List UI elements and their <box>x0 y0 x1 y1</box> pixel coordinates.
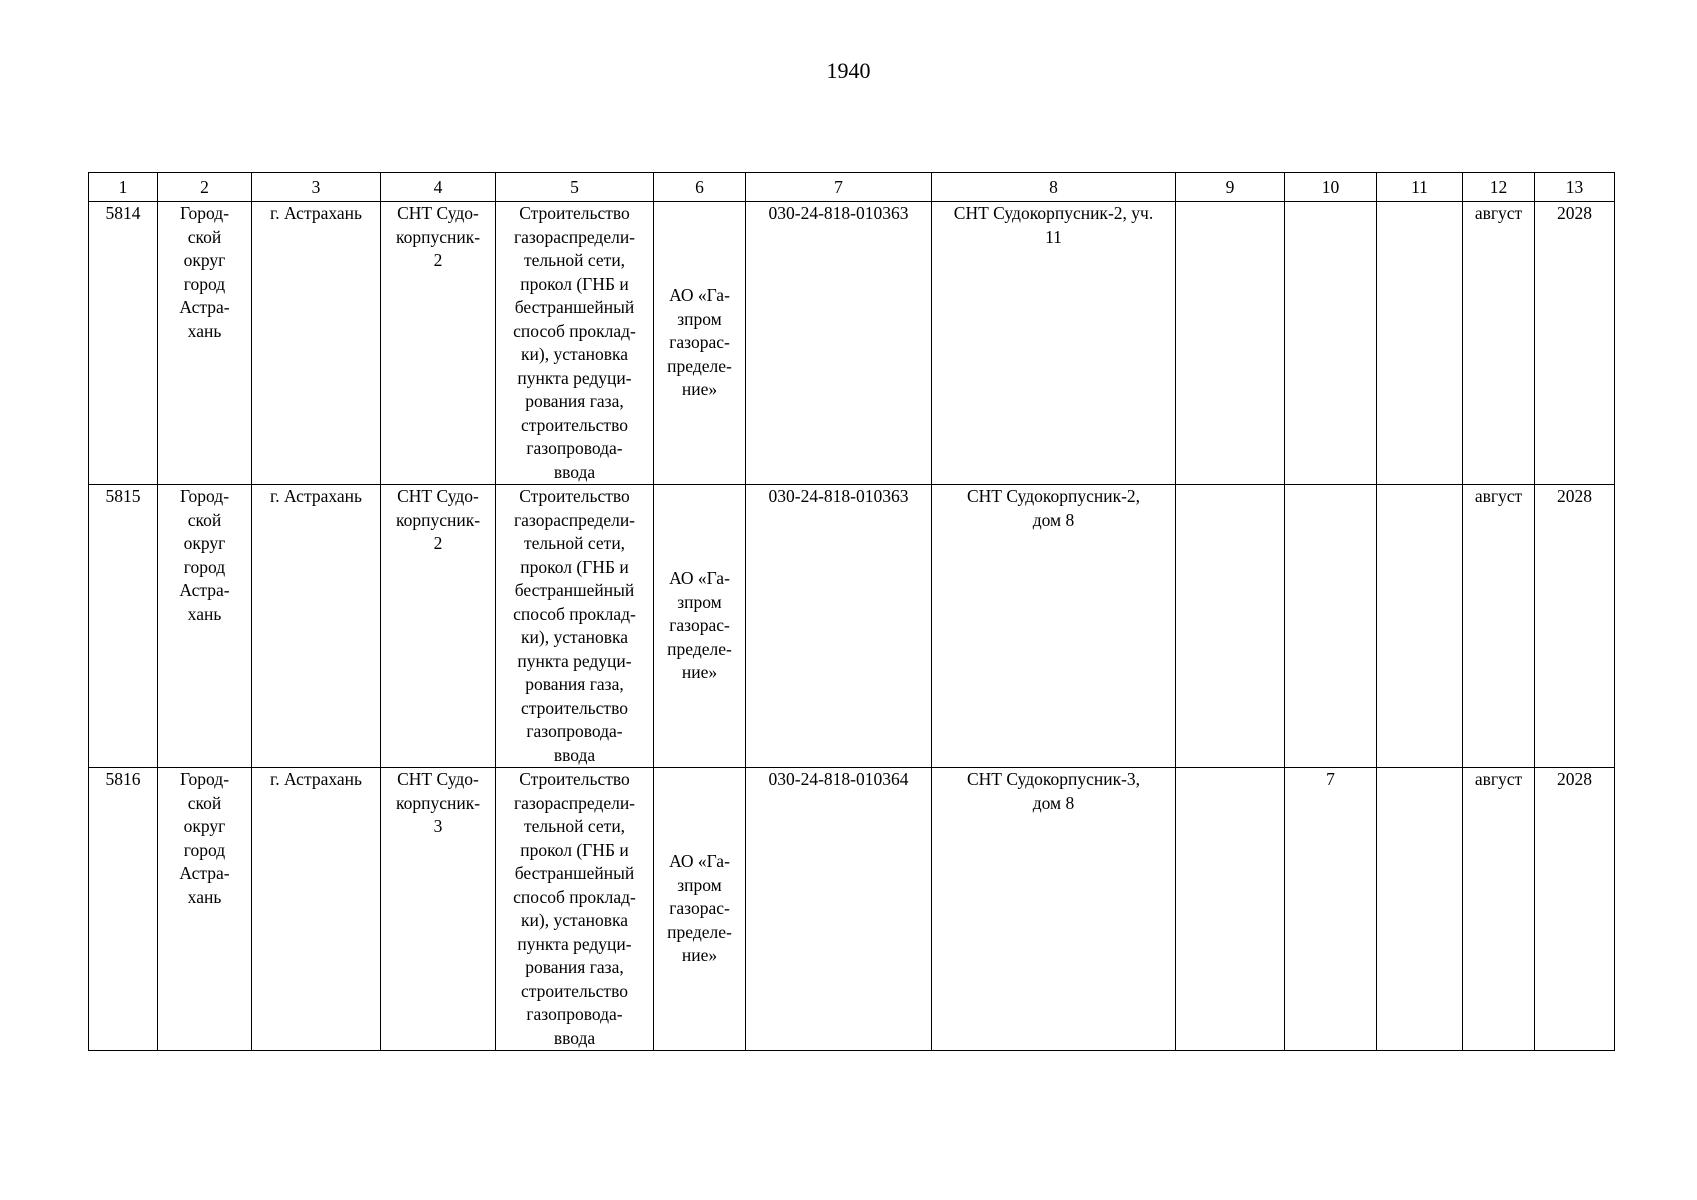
works-description-cell: Строительство газораспредели- тельной сети, прокол (ГНБ и бестраншейный способ проклад- ки), установка пункта редуци- рования газа, строительство газопровода- ввода <box>496 768 654 1051</box>
settlement-cell: г. Астрахань <box>252 768 381 1051</box>
column-header: 8 <box>932 173 1176 202</box>
site-name-cell: СНТ Судо- корпусник- 2 <box>381 202 496 485</box>
page-number: 1940 <box>826 58 871 83</box>
column-10-cell <box>1285 202 1377 485</box>
site-name-cell: СНТ Судо- корпусник- 2 <box>381 485 496 768</box>
organization-cell: АО «Га- зпром газорас- пределе- ние» <box>654 768 746 1051</box>
year-cell: 2028 <box>1535 485 1615 768</box>
column-10-cell <box>1285 485 1377 768</box>
year-cell: 2028 <box>1535 202 1615 485</box>
year-cell: 2028 <box>1535 768 1615 1051</box>
column-9-cell <box>1176 485 1285 768</box>
column-header: 12 <box>1463 173 1535 202</box>
column-header: 7 <box>746 173 932 202</box>
object-code-cell: 030-24-818-010363 <box>746 485 932 768</box>
settlement-cell: г. Астрахань <box>252 202 381 485</box>
column-header: 10 <box>1285 173 1377 202</box>
table-row <box>89 202 1615 485</box>
column-11-cell <box>1377 202 1463 485</box>
object-code-cell: 030-24-818-010364 <box>746 768 932 1051</box>
gas-distribution-table <box>88 172 1615 1051</box>
works-description-cell: Строительство газораспредели- тельной сети, прокол (ГНБ и бестраншейный способ проклад- ки), установка пункта редуци- рования газа, строительство газопровода- ввода <box>496 485 654 768</box>
header-row <box>89 173 1615 202</box>
column-9-cell <box>1176 202 1285 485</box>
municipality-cell: Город- ской округ город Астра- хань <box>158 768 252 1051</box>
month-cell: август <box>1463 202 1535 485</box>
address-cell: СНТ Судокорпусник-3, дом 8 <box>932 768 1176 1051</box>
column-11-cell <box>1377 485 1463 768</box>
address-cell: СНТ Судокорпусник-2, дом 8 <box>932 485 1176 768</box>
object-code-cell: 030-24-818-010363 <box>746 202 932 485</box>
row-number-cell: 5814 <box>89 202 158 485</box>
table-row <box>89 768 1615 1051</box>
settlement-cell: г. Астрахань <box>252 485 381 768</box>
column-header: 11 <box>1377 173 1463 202</box>
organization-cell: АО «Га- зпром газорас- пределе- ние» <box>654 202 746 485</box>
column-9-cell <box>1176 768 1285 1051</box>
column-header: 13 <box>1535 173 1615 202</box>
table-row <box>89 485 1615 768</box>
row-number-cell: 5815 <box>89 485 158 768</box>
month-cell: август <box>1463 768 1535 1051</box>
municipality-cell: Город- ской округ город Астра- хань <box>158 485 252 768</box>
column-header: 4 <box>381 173 496 202</box>
column-header: 3 <box>252 173 381 202</box>
column-header: 5 <box>496 173 654 202</box>
column-header: 9 <box>1176 173 1285 202</box>
works-description-cell: Строительство газораспредели- тельной сети, прокол (ГНБ и бестраншейный способ проклад- ки), установка пункта редуци- рования газа, строительство газопровода- ввода <box>496 202 654 485</box>
municipality-cell: Город- ской округ город Астра- хань <box>158 202 252 485</box>
site-name-cell: СНТ Судо- корпусник- 3 <box>381 768 496 1051</box>
column-10-cell: 7 <box>1285 768 1377 1051</box>
column-header: 1 <box>89 173 158 202</box>
column-header: 6 <box>654 173 746 202</box>
row-number-cell: 5816 <box>89 768 158 1051</box>
column-11-cell <box>1377 768 1463 1051</box>
address-cell: СНТ Судокорпусник-2, уч. 11 <box>932 202 1176 485</box>
column-header: 2 <box>158 173 252 202</box>
month-cell: август <box>1463 485 1535 768</box>
organization-cell: АО «Га- зпром газорас- пределе- ние» <box>654 485 746 768</box>
